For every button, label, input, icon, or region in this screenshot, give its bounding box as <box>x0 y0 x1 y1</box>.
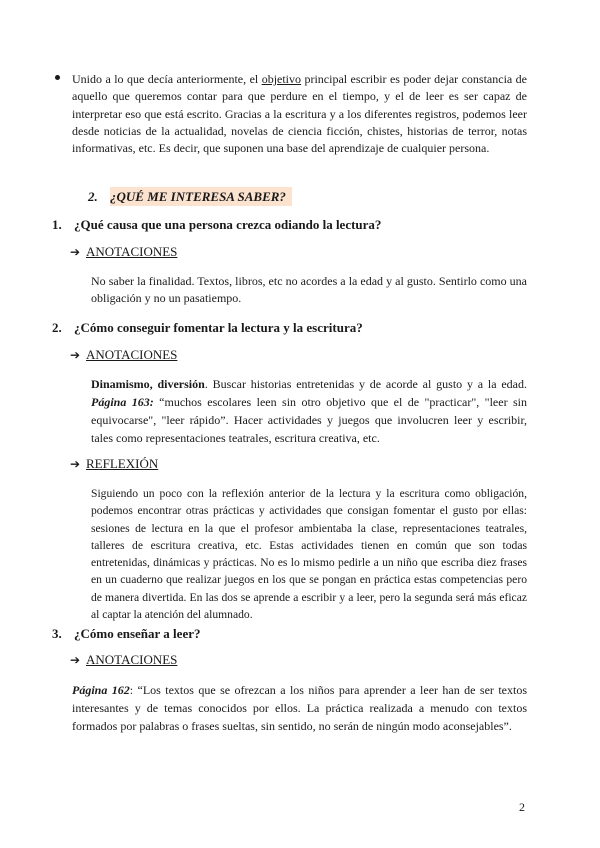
annotations-label-2: ➔ ANOTACIONES <box>70 347 178 362</box>
underlined-word: objetivo <box>261 72 302 86</box>
question-3-heading: 3. ¿Cómo enseñar a leer? <box>52 626 201 641</box>
section-heading-highlight: ¿QUÉ ME INTERESA SABER? <box>110 187 292 206</box>
reflection-paragraph: Siguiendo un poco con la reflexión anterior de la lectura y la escritura como obligación, podemos encontrar otras prácticas y actividades que consigan fomentar el gusto por ellas: sesiones de lectura en la que el profesor ambientaba la clase, representaciones teatrales, talleres de escritura creativa, etc. Estas actividades tienen en común que son todas entretenidas, dinámicas y prácticas. No es lo mismo pedirle a un niño que escriba diez frases en un cuaderno que realizar juegos en los que se pongan en práctica estas competencias pero de manera divertida. En las dos se aprende a escribir y a leer, pero la segunda será más eficaz al captar la atención del alumnado. <box>91 487 527 622</box>
question-2-annotation: Dinamismo, diversión. Buscar historias entretenidas y de acorde al gusto y a la edad. Página 163: “muchos escolares leen sin otro objetivo que el de "practicar", "leer sin equivocarse", "leer rápido”. Hacer actividades y juegos que involucren leer y escribir, tales como representaciones teatrales, escritura creativa, etc. <box>91 377 527 445</box>
arrow-right-icon: ➔ <box>70 348 81 362</box>
question-3-annotation: Página 162: “Los textos que se ofrezcan a los niños para aprender a leer han de ser textos interesantes y de temas conocidos por ellos. La práctica realizada a menudo con textos formados por palabras o frases sueltas, sin sentido, no serán de ningún modo aconsejables”. <box>72 683 527 733</box>
annotations-label-1: ➔ ANOTACIONES <box>70 244 178 259</box>
reflection-label: ➔ REFLEXIÓN <box>70 456 159 471</box>
arrow-right-icon: ➔ <box>70 245 81 259</box>
bullet-icon <box>55 75 60 80</box>
intro-paragraph: Unido a lo que decía anteriormente, el objetivo principal escribir es poder dejar constancia de aquello que queremos contar para que perdure en el tiempo, y el de leer es ser capaz de interpretar eso que está escrito. Gracias a la escritura y a los diferentes registros, podemos leer desde noticias de la actualidad, novelas de ciencia ficción, chistes, historias de terror, notas informativas, etc. Es decir, que suponen una base del aprendizaje de cualquier persona. <box>72 72 528 156</box>
question-2-heading: 2. ¿Cómo conseguir fomentar la lectura y la escritura? <box>52 320 363 335</box>
arrow-right-icon: ➔ <box>70 653 81 667</box>
question-1-annotation: No saber la finalidad. Textos, libros, etc no acordes a la edad y al gusto. Sentirlo como una obligación y no un pasatiempo. <box>91 274 527 306</box>
arrow-right-icon: ➔ <box>70 457 81 471</box>
annotations-label-3: ➔ ANOTACIONES <box>70 652 178 667</box>
page-number: 2 <box>519 800 525 814</box>
question-1-heading: 1. ¿Qué causa que una persona crezca odiando la lectura? <box>52 217 382 232</box>
section-heading: 2. ¿QUÉ ME INTERESA SABER? <box>88 187 288 207</box>
